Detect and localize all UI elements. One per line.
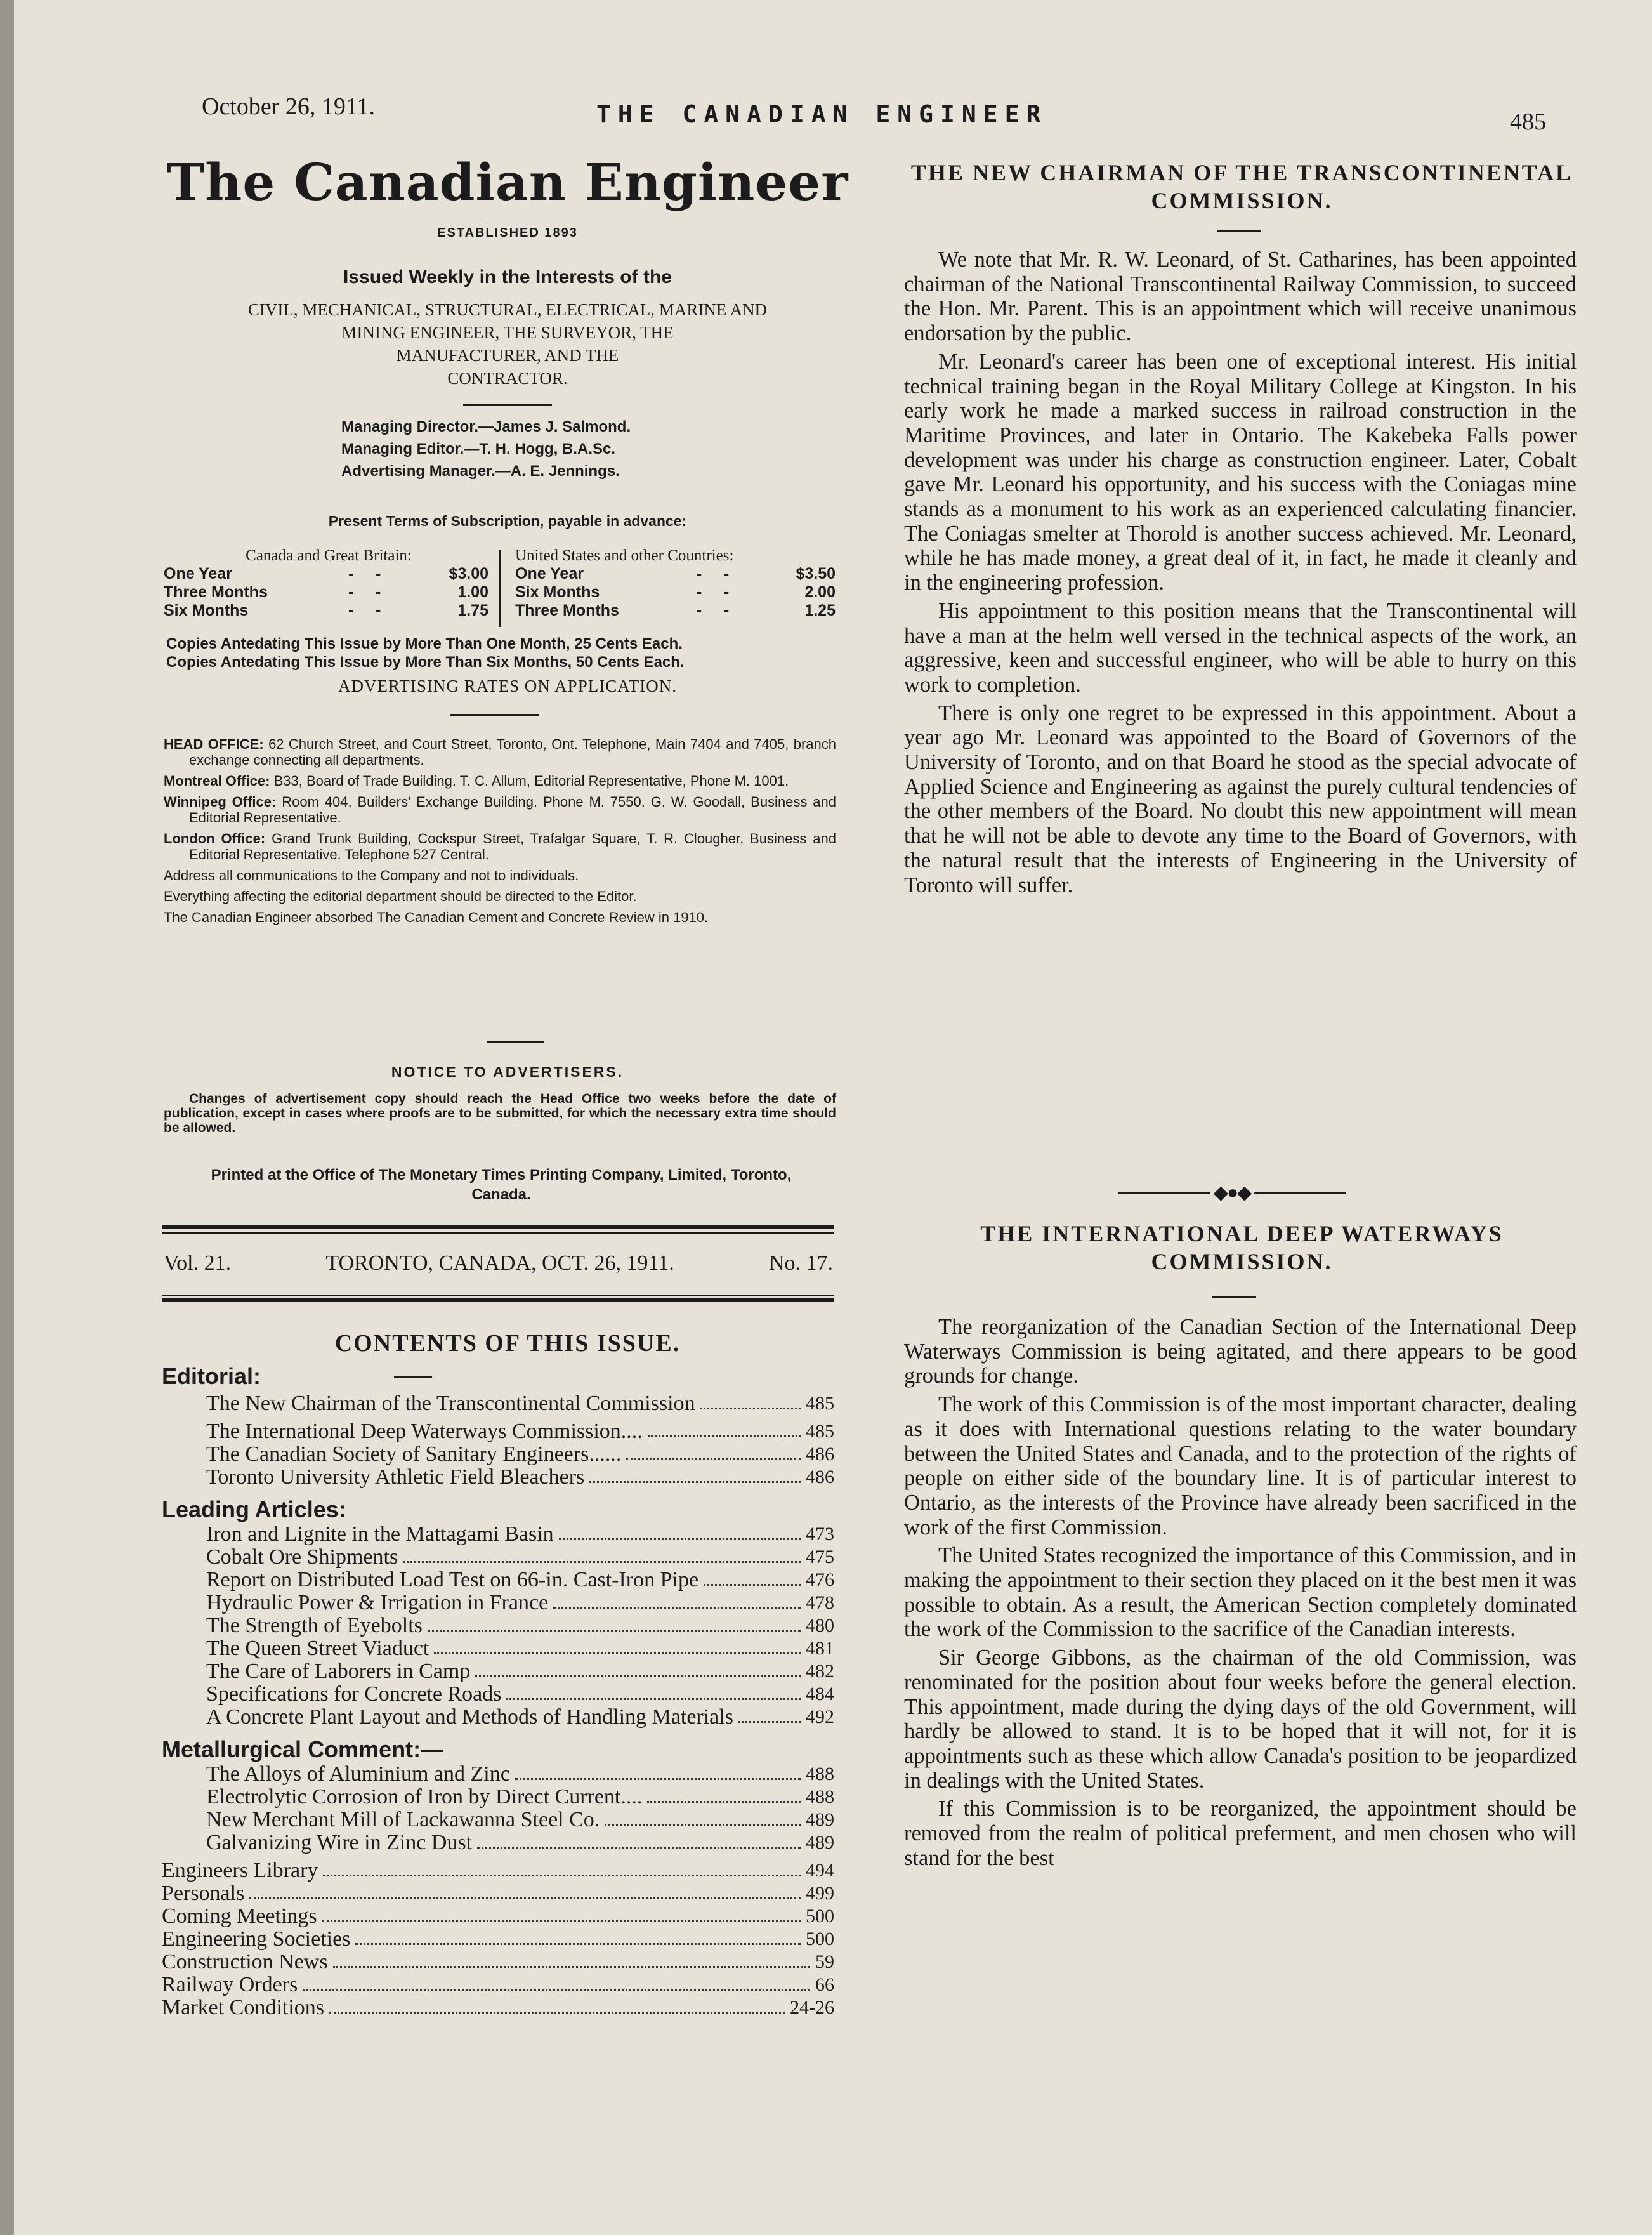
leader-dots [605, 1824, 801, 1826]
toc-item [206, 1683, 834, 1706]
double-rule-top-thin [162, 1232, 834, 1234]
ornament-rule-left [1118, 1192, 1210, 1194]
rate-row [164, 565, 488, 583]
double-rule-bottom-thin [162, 1295, 834, 1296]
toc-page: 500 [806, 1906, 834, 1927]
london-office [164, 831, 836, 862]
toc-page: 499 [806, 1883, 834, 1904]
rate-row [164, 602, 488, 620]
managing-editor: Managing Editor.—T. H. Hogg, B.A.Sc. [341, 440, 616, 458]
toc-title: Hydraulic Power & Irrigation in France [206, 1591, 549, 1614]
article2-paragraph: The work of this Commission is of the most important character, dealing as it does with International questions relating to the water boundary between the United States and Canada, and to the protection of the rights of people on either side of the boundary line. It is of particular interest to Ontario, as the interests of the Province have already been sacrificed in the work of the first Commission. [904, 1392, 1577, 1539]
audience-line: CIVIL, MECHANICAL, STRUCTURAL, ELECTRICAL, MARINE AND [247, 300, 768, 319]
subscription-canada [164, 547, 494, 620]
leader-dots [626, 1458, 801, 1460]
toc-page: 59 [815, 1951, 834, 1972]
toc-title: The Canadian Society of Sanitary Engineers...... [206, 1442, 622, 1466]
issued-line: Issued Weekly in the Interests of the [343, 267, 672, 287]
toc-title: Market Conditions [162, 1996, 324, 2019]
copies-notice [166, 635, 839, 671]
head-office [164, 736, 836, 768]
copies-line: Copies Antedating This Issue by More Than Six Months, 50 Cents Each. [166, 654, 685, 671]
toc-title: Cobalt Ore Shipments [206, 1545, 398, 1569]
notice-text: Changes of advertisement copy should reach the Head Office two weeks before the date of publication, except in cases where proofs are to be submitted, for which the necessary extra time should be allowed. [164, 1091, 836, 1135]
running-head-date: October 26, 1911. [202, 93, 375, 120]
other-items [162, 1859, 834, 2019]
masthead-title: The Canadian Engineer [166, 152, 849, 212]
double-rule-top [162, 1225, 834, 1229]
article2-headline: THE INTERNATIONAL DEEP WATERWAYS COMMISSION. [980, 1221, 1504, 1274]
toc-item [206, 1763, 834, 1786]
us-header: United States and other Countries: [515, 547, 734, 564]
toc-title: Specifications for Concrete Roads [206, 1682, 502, 1706]
article1-paragraph: Mr. Leonard's career has been one of exceptional interest. His initial technical training began in the Royal Military College at Kingston. In his early work he made a marked success in railroad construction in the Maritime Provinces, and later in Ontario. The Kakebeka Falls power development was under his charge as construction engineer. Later, Cobalt gave Mr. Leonard his opportunity, and his success with the Coniagas mine stands as a monument to his work as an experienced calculating financier. The Coniagas smelter at Thorold is another success achieved. Mr. Leonard, while he has made money, a great deal of it, in fact, he made it cleanly and in the engineering profession. [904, 349, 1577, 595]
toc-item [206, 1592, 834, 1614]
leader-dots [323, 1875, 801, 1876]
london-office-label: London Office: [164, 831, 266, 847]
toc-item [162, 1905, 834, 1928]
winnipeg-office-label: Winnipeg Office: [164, 794, 277, 810]
divider [1217, 230, 1261, 232]
canada-header: Canada and Great Britain: [246, 547, 412, 564]
head-office-label: HEAD OFFICE: [164, 736, 264, 752]
toc-title: Galvanizing Wire in Zinc Dust [206, 1831, 473, 1854]
toc-item [206, 1546, 834, 1569]
advertising-manager: Advertising Manager.—A. E. Jennings. [341, 463, 620, 480]
toc-title: The Care of Laborers in Camp [206, 1659, 471, 1683]
toc-page: 500 [806, 1928, 834, 1949]
toc-page: 478 [806, 1592, 834, 1613]
toc-item [206, 1831, 834, 1854]
winnipeg-office [164, 794, 836, 826]
rate-term: Three Months [164, 583, 268, 601]
toc-item [206, 1523, 834, 1546]
leading-items [162, 1523, 834, 1729]
toc-page: 494 [806, 1860, 834, 1881]
rate-dots: - - [696, 583, 730, 601]
toc-page: 484 [806, 1684, 834, 1704]
article2-paragraph: If this Commission is to be reorganized, the appointment should be removed from the realm of political preferment, and men chosen who will stand for the best [904, 1797, 1577, 1870]
toc-item [206, 1569, 834, 1592]
toc-item [162, 1882, 834, 1905]
toc-page: 486 [806, 1467, 834, 1487]
leader-dots [506, 1698, 801, 1700]
toc-page: 489 [806, 1809, 834, 1830]
toc-title: Engineers Library [162, 1859, 318, 1882]
article2-paragraph: The United States recognized the importance of this Commission, and in making the appointment to their section they placed on it the best men it was possible to obtain. As a result, the American Section completely dominated the work of the Commission to the sacrifice of the Canadian interests. [904, 1543, 1577, 1642]
toc-item [206, 1637, 834, 1660]
leader-dots [322, 1920, 801, 1922]
leader-dots [704, 1584, 801, 1586]
toc-page: 24-26 [790, 1997, 834, 2018]
leader-dots [333, 1966, 810, 1968]
rate-dots: - - [696, 602, 730, 619]
page-number: 485 [1510, 109, 1546, 135]
toc-item [206, 1706, 834, 1729]
subscription-us [515, 547, 839, 620]
volume: Vol. 21. [164, 1251, 232, 1275]
copies-line: Copies Antedating This Issue by More Than One Month, 25 Cents Each. [166, 635, 683, 652]
toc-title: Coming Meetings [162, 1904, 317, 1928]
rate-term: Six Months [164, 602, 249, 619]
toc-item [206, 1443, 834, 1466]
staff-block [341, 416, 631, 482]
issue-line [164, 1251, 833, 1276]
rate-term: One Year [164, 565, 232, 583]
section-editorial: Editorial: [162, 1363, 261, 1389]
toc-title: Electrolytic Corrosion of Iron by Direct Current.... [206, 1785, 643, 1809]
established-line: ESTABLISHED 1893 [437, 226, 578, 240]
toc-item [162, 1928, 834, 1951]
toc-page: 476 [806, 1569, 834, 1590]
issue-place-date: TORONTO, CANADA, OCT. 26, 1911. [325, 1251, 674, 1275]
offices-block [164, 736, 836, 930]
rate-term: Three Months [515, 602, 619, 619]
montreal-office [164, 773, 836, 789]
rate-dots: - - [348, 602, 381, 619]
toc-item [206, 1660, 834, 1683]
toc-item [206, 1786, 834, 1809]
leader-dots [249, 1897, 801, 1899]
leader-dots [647, 1801, 801, 1803]
toc-item [162, 1996, 834, 2019]
article2-body [904, 1315, 1577, 1874]
divider [1212, 1296, 1256, 1298]
toc-title: Railway Orders [162, 1973, 298, 1996]
leader-dots [475, 1675, 801, 1677]
canada-rates [164, 565, 488, 620]
toc-item [206, 1420, 834, 1443]
address-note: Address all communications to the Company and not to individuals. [164, 867, 579, 883]
double-rule-bottom [162, 1298, 834, 1302]
rate-term: One Year [515, 565, 584, 583]
rate-row [515, 583, 836, 602]
article1-headline: THE NEW CHAIRMAN OF THE TRANSCONTINENTAL COMMISSION. [910, 160, 1573, 213]
article2-paragraph: Sir George Gibbons, as the chairman of the old Commission, was renominated for the position about four weeks before the general election. This appointment, made during the dying days of the old Government, will hardly be allowed to stand. It is to be hoped that it will not, for it is appointments such as these which allow Canada's position to be jeopardized in dealings with the United States. [904, 1645, 1577, 1793]
leader-dots [589, 1481, 801, 1483]
rate-price: 1.25 [804, 602, 836, 619]
section-ornament [1118, 1182, 1346, 1204]
rate-row [515, 602, 836, 620]
leader-dots [329, 2012, 785, 2014]
issue-number: No. 17. [768, 1251, 833, 1275]
advertising-rates: ADVERTISING RATES ON APPLICATION. [338, 676, 677, 696]
winnipeg-office-text: Room 404, Builders' Exchange Building. Phone M. 7550. G. W. Goodall, Business and Editorial Representative. [189, 794, 836, 826]
toc-page: 473 [806, 1524, 834, 1545]
contents-section [162, 1363, 834, 1390]
toc-page: 485 [806, 1421, 834, 1442]
leader-dots [648, 1435, 801, 1437]
audience-line: CONTRACTOR. [447, 369, 568, 388]
leader-dots [434, 1652, 801, 1654]
toc-page: 66 [815, 1974, 834, 1995]
editorial-items [162, 1392, 834, 1489]
rate-price: $3.50 [796, 565, 836, 583]
subscription-divider [499, 550, 501, 627]
ornament-diamonds-icon: ◆●◆ [1213, 1182, 1251, 1203]
toc-page: 481 [806, 1638, 834, 1659]
toc-page: 492 [806, 1706, 834, 1727]
toc-page: 489 [806, 1832, 834, 1853]
running-head-journal: THE CANADIAN ENGINEER [596, 100, 1048, 128]
toc-title: The New Chairman of the Transcontinental Commission [206, 1392, 695, 1415]
toc-item [162, 1974, 834, 1996]
absorbed-note: The Canadian Engineer absorbed The Canadian Cement and Concrete Review in 1910. [164, 909, 709, 925]
rate-dots: - - [348, 583, 381, 601]
leader-dots [515, 1778, 801, 1780]
divider [487, 1041, 544, 1043]
toc-item [162, 1951, 834, 1974]
editorial-note: Everything affecting the editorial department should be directed to the Editor. [164, 888, 637, 904]
contents-list [162, 1363, 834, 2019]
notice-heading: NOTICE TO ADVERTISERS. [391, 1064, 624, 1080]
toc-title: Report on Distributed Load Test on 66-in. Cast-Iron Pipe [206, 1568, 699, 1592]
toc-page: 485 [806, 1393, 834, 1414]
toc-title: New Merchant Mill of Lackawanna Steel Co. [206, 1808, 600, 1831]
article1-body [904, 247, 1577, 901]
divider [463, 404, 552, 406]
toc-item [206, 1466, 834, 1489]
audience-line: MINING ENGINEER, THE SURVEYOR, THE [341, 323, 674, 342]
rate-dots: - - [696, 565, 730, 583]
rate-dots: - - [348, 565, 381, 583]
subscription-heading: Present Terms of Subscription, payable in advance: [328, 513, 687, 529]
divider [394, 1376, 432, 1378]
toc-title: A Concrete Plant Layout and Methods of Handling Materials [206, 1705, 733, 1729]
rate-price: 2.00 [804, 583, 836, 601]
leader-dots [303, 1989, 810, 1991]
audience-block [159, 298, 856, 390]
rate-price: $3.00 [449, 565, 488, 583]
audience-line: MANUFACTURER, AND THE [396, 346, 619, 365]
rate-price: 1.00 [457, 583, 488, 601]
toc-title: The Strength of Eyebolts [206, 1614, 423, 1637]
section-leading-articles: Leading Articles: [162, 1496, 346, 1522]
page-binding-edge [0, 0, 14, 2235]
head-office-text: 62 Church Street, and Court Street, Toronto, Ont. Telephone, Main 7404 and 7405, branch exchange connecting all departments. [189, 736, 836, 768]
leader-dots [700, 1408, 801, 1409]
article1-paragraph: There is only one regret to be expressed in this appointment. About a year ago Mr. Leonard was appointed to the Board of Governors of the University of Toronto, and on that Board he stood as the special advocate of Applied Science and Engineering as against the purely cultural tendencies of the other members of the Board. No doubt this new appointment will mean that he will not be able to devote any time to the Board of Governors, with the natural result that the interests of Engineering in the University of Toronto will suffer. [904, 701, 1577, 897]
toc-title: Iron and Lignite in the Mattagami Basin [206, 1522, 554, 1546]
leader-dots [559, 1538, 801, 1540]
leader-dots [403, 1561, 801, 1563]
rate-price: 1.75 [457, 602, 488, 619]
toc-page: 480 [806, 1615, 834, 1636]
managing-director: Managing Director.—James J. Salmond. [341, 418, 631, 435]
toc-item [206, 1809, 834, 1831]
toc-title: The International Deep Waterways Commission.... [206, 1420, 643, 1443]
toc-title: The Queen Street Viaduct [206, 1637, 429, 1660]
toc-page: 475 [806, 1546, 834, 1567]
leader-dots [428, 1630, 801, 1632]
article1-paragraph: His appointment to this position means that the Transcontinental will have a man at the helm well versed in the technical aspects of the work, an aggressive, keen and successful engineer, who will be able to hurry on this work to completion. [904, 598, 1577, 697]
toc-page: 488 [806, 1764, 834, 1784]
toc-item [162, 1859, 834, 1882]
metallurgical-items [162, 1763, 834, 1854]
rate-row [164, 583, 488, 602]
rate-row [515, 565, 836, 583]
toc-title: Construction News [162, 1950, 328, 1974]
us-rates [515, 565, 836, 620]
divider [450, 714, 539, 716]
toc-item [206, 1392, 834, 1415]
leader-dots [477, 1847, 801, 1849]
toc-item [206, 1614, 834, 1637]
london-office-text: Grand Trunk Building, Cockspur Street, Trafalgar Square, T. R. Clougher, Business and Editorial Representative. Telephone 527 Central. [189, 831, 836, 862]
toc-title: Personals [162, 1882, 245, 1905]
toc-title: The Alloys of Aluminium and Zinc [206, 1762, 510, 1786]
article1-paragraph: We note that Mr. R. W. Leonard, of St. Catharines, has been appointed chairman of the National Transcontinental Railway Commission, to succeed the Hon. Mr. Parent. This is an appointment which will receive unanimous endorsation by the public. [904, 247, 1577, 346]
toc-page: 488 [806, 1786, 834, 1807]
article2-paragraph: The reorganization of the Canadian Section of the International Deep Waterways Commission is being agitated, and there appears to be good grounds for change. [904, 1315, 1577, 1388]
leader-dots [553, 1607, 801, 1609]
toc-title: Toronto University Athletic Field Bleachers [206, 1465, 585, 1489]
toc-title: Engineering Societies [162, 1927, 351, 1951]
montreal-office-label: Montreal Office: [164, 773, 270, 789]
rate-term: Six Months [515, 583, 600, 601]
toc-page: 486 [806, 1444, 834, 1465]
leader-dots [355, 1943, 801, 1945]
contents-heading: CONTENTS OF THIS ISSUE. [334, 1330, 681, 1357]
toc-page: 482 [806, 1661, 834, 1682]
montreal-office-text: B33, Board of Trade Building. T. C. Allum, Editorial Representative, Phone M. 1001. [273, 773, 789, 789]
ornament-rule-right [1254, 1192, 1346, 1194]
printed-by: Printed at the Office of The Monetary Times Printing Company, Limited, Toronto, Canada. [211, 1166, 792, 1203]
leader-dots [738, 1721, 801, 1723]
section-metallurgical-comment: Metallurgical Comment:— [162, 1736, 444, 1762]
